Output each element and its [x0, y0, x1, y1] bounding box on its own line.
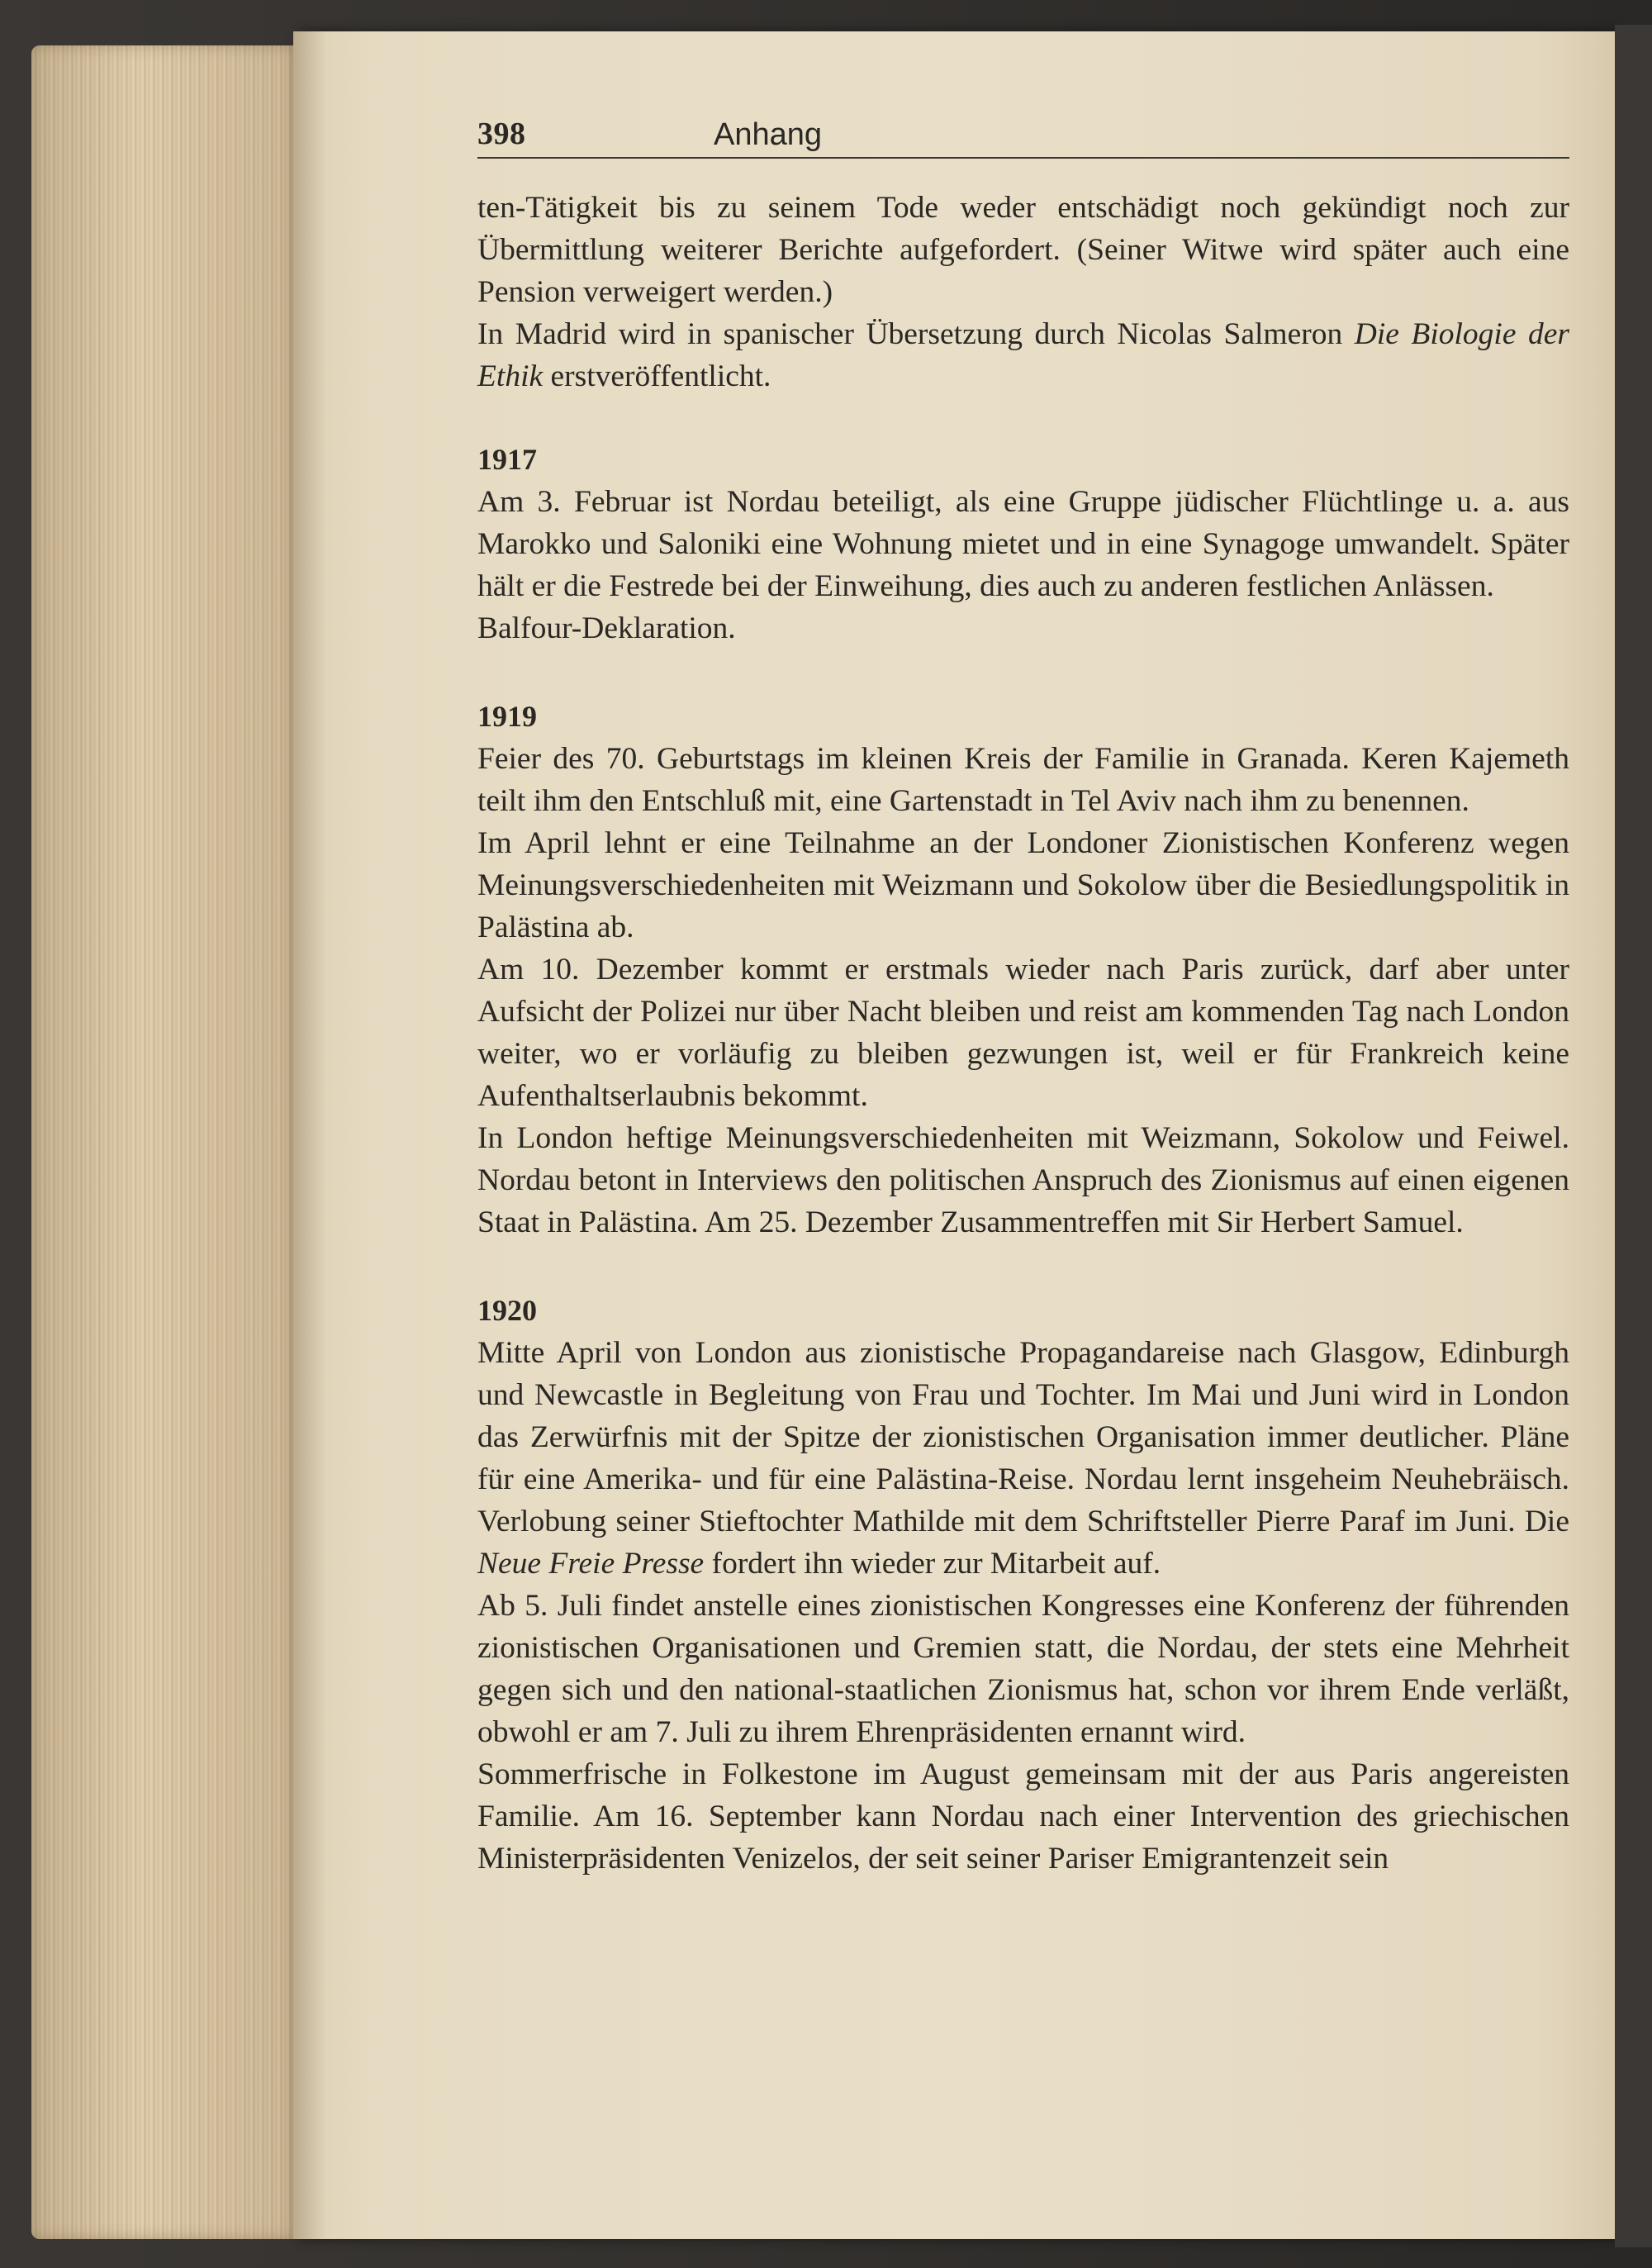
year-section-1917: [477, 439, 1569, 649]
scan-right-border: [1615, 25, 1652, 2247]
running-header: [477, 107, 1569, 159]
entry-paragraph: Im April lehnt er eine Teilnahme an der Londoner Zionistischen Konferenz wegen Meinungsverschiedenheiten mit Weizmann und Sokolow über die Besiedlungspolitik in Palästina ab.: [477, 826, 1569, 944]
entry-paragraph: [477, 1332, 1569, 1585]
entry-paragraph: In London heftige Meinungsverschiedenheiten mit Weizmann, Sokolow und Feiwel. Nordau betont in Interviews den politischen Anspruch des Zionismus auf einen eigenen Staat in Palästina. Am 25. Dezember Zusammentreffen mit Sir Herbert Samuel.: [477, 1121, 1569, 1239]
entry-paragraph: Feier des 70. Geburtstags im kleinen Kreis der Familie in Granada. Keren Kajemeth teilt ihm den Entschluß mit, eine Gartenstadt in Tel Aviv nach ihm zu benennen.: [477, 742, 1569, 818]
text-run: Mitte April von London aus zionistische Propagandareise nach Glasgow, Edinburgh und Newcastle in Begleitung von Frau und Tochter. Im Mai und Juni wird in London das Zerwürfnis mit der Spitze der zionistischen Organisation immer deutlicher. Pläne für eine Amerika- und für eine Palästina-Reise. Nordau lernt insgeheim Neuhebräisch. Verlobung seiner Stieftochter Mathilde mit dem Schriftsteller Pierre Paraf im Juni. Die: [477, 1336, 1569, 1538]
entry-paragraph: Am 10. Dezember kommt er erstmals wieder nach Paris zurück, darf aber unter Aufsicht der Polizei nur über Nacht bleiben und reist am kommenden Tag nach London weiter, wo er vorläufig zu bleiben gezwungen ist, weil er für Frankreich keine Aufenthaltserlaubnis bekommt.: [477, 953, 1569, 1113]
text-run: In Madrid wird in spanischer Übersetzung durch Nicolas Salmeron: [477, 317, 1355, 351]
intro-paragraph: ten-Tätigkeit bis zu seinem Tode weder entschädigt noch gekündigt noch zur Übermittlung weiterer Berichte aufgefordert. (Seiner Witwe wird später auch eine Pension verweigert werden.): [477, 191, 1569, 309]
entry-paragraph: Sommerfrische in Folkestone im August gemeinsam mit der aus Paris angereisten Familie. Am 16. September kann Nordau nach einer Intervention des griechischen Ministerpräsidenten Venizelos, der seit seiner Pariser Emigrantenzeit sein: [477, 1757, 1569, 1876]
gutter-shadow: [293, 31, 326, 2239]
page-number: 398: [477, 116, 526, 151]
entry-paragraph: Balfour-Deklaration.: [477, 611, 736, 645]
newspaper-title-italic: Neue Freie Presse: [477, 1547, 705, 1581]
year-heading: 1919: [477, 700, 537, 733]
running-title: Anhang: [714, 117, 823, 152]
text-run: fordert ihn wieder zur Mitarbeit auf.: [704, 1547, 1161, 1581]
page-content: [477, 107, 1569, 1880]
body-text: [477, 187, 1569, 1880]
year-heading: 1920: [477, 1294, 537, 1327]
intro-paragraph: [477, 313, 1569, 397]
text-run: erstveröffentlicht.: [543, 359, 771, 393]
page-edges-shading: [31, 45, 296, 2239]
year-section-1920: [477, 1290, 1569, 1880]
year-section-1919: [477, 696, 1569, 1243]
year-heading: 1917: [477, 443, 537, 476]
entry-paragraph: Ab 5. Juli findet anstelle eines zionistischen Kongresses eine Konferenz der führenden zionistischen Organisationen und Gremien statt, die Nordau, der stets eine Mehrheit gegen sich und den national-staatlichen Zionismus hat, schon vor ihrem Ende verläßt, obwohl er am 7. Juli zu ihrem Ehrenpräsidenten ernannt wird.: [477, 1589, 1569, 1749]
entry-paragraph: Am 3. Februar ist Nordau beteiligt, als eine Gruppe jüdischer Flüchtlinge u. a. aus Marokko und Saloniki eine Wohnung mietet und in eine Synagoge umwandelt. Später hält er die Festrede bei der Einweihung, dies auch zu anderen festlichen Anlässen.: [477, 485, 1569, 603]
book-title-italic: Die Biologie der Ethik: [477, 317, 1569, 393]
